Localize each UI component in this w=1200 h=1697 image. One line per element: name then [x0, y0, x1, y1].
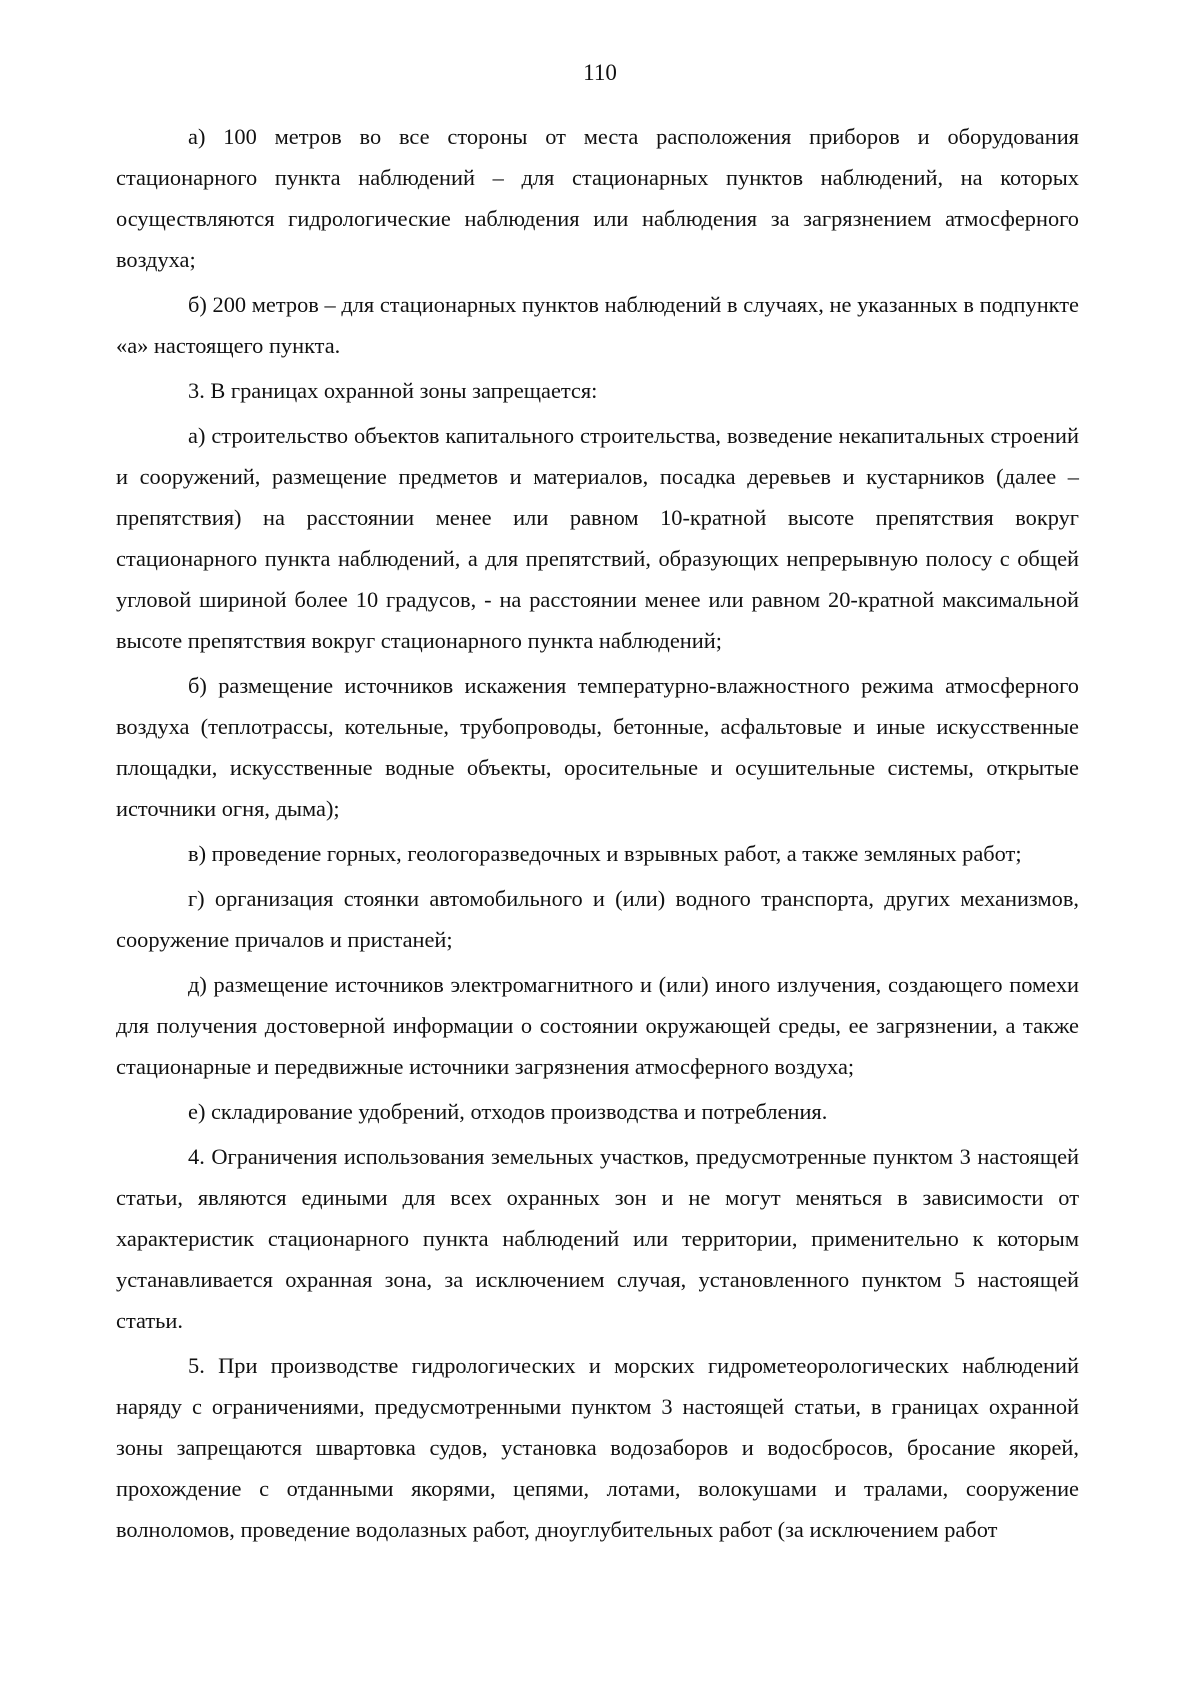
paragraph-3e-storage: е) складирование удобрений, отходов производства и потребления. [188, 1099, 828, 1124]
paragraph-4-land-restrictions: 4. Ограничения использования земельных участков, предусмотренные пунктом 3 настоящей статьи, являются едиными для всех охранных зон и не могут меняться в зависимости от характеристик стационарного пункта наблюдений или территории, применительно к которым устанавливается охранная зона, за исключением случая, установленного пунктом 5 настоящей статьи. [116, 1144, 1079, 1333]
paragraph-5-hydrological-observations: 5. При производстве гидрологических и морских гидрометеорологических наблюдений наряду с ограничениями, предусмотренными пунктом 3 настоящей статьи, в границах охранной зоны запрещаются швартовка судов, установка водозаборов и водосбросов, бросание якорей, прохождение с отданными якорями, цепями, лотами, волокушами и тралами, сооружение волноломов, проведение водолазных работ, дноуглубительных работ (за исключением работ [116, 1353, 1079, 1542]
paragraph-3g-vehicle-parking: г) организация стоянки автомобильного и (или) водного транспорта, других механизмов, сооружение причалов и пристаней; [116, 886, 1079, 952]
paragraph-1b-200m: б) 200 метров – для стационарных пунктов наблюдений в случаях, не указанных в подпункте «а» настоящего пункта. [116, 292, 1079, 358]
paragraph-3d-radiation-sources: д) размещение источников электромагнитного и (или) иного излучения, создающего помехи для получения достоверной информации о состоянии окружающей среды, ее загрязнении, а также стационарные и передвижные источники загрязнения атмосферного воздуха; [116, 972, 1079, 1079]
document-body [116, 116, 1079, 1554]
paragraph-1a-100m: а) 100 метров во все стороны от места расположения приборов и оборудования стационарного пункта наблюдений – для стационарных пунктов наблюдений, на которых осуществляются гидрологические наблюдения или наблюдения за загрязнением атмосферного воздуха; [116, 124, 1079, 272]
page-number: 110 [583, 60, 617, 85]
paragraph-3-heading: 3. В границах охранной зоны запрещается: [188, 378, 598, 403]
paragraph-3v-mining-works: в) проведение горных, геологоразведочных и взрывных работ, а также земляных работ; [188, 841, 1022, 866]
paragraph-3a-construction: а) строительство объектов капитального строительства, возведение некапитальных строений и сооружений, размещение предметов и материалов, посадка деревьев и кустарников (далее – препятствия) на расстоянии менее или равном 10-кратной высоте препятствия вокруг стационарного пункта наблюдений, а для препятствий, образующих непрерывную полосу с общей угловой шириной более 10 градусов, - на расстоянии менее или равном 20-кратной максимальной высоте препятствия вокруг стационарного пункта наблюдений; [116, 423, 1079, 653]
paragraph-3b-distortion-sources: б) размещение источников искажения температурно-влажностного режима атмосферного воздуха (теплотрассы, котельные, трубопроводы, бетонные, асфальтовые и иные искусственные площадки, искусственные водные объекты, оросительные и осушительные системы, открытые источники огня, дыма); [116, 673, 1079, 821]
